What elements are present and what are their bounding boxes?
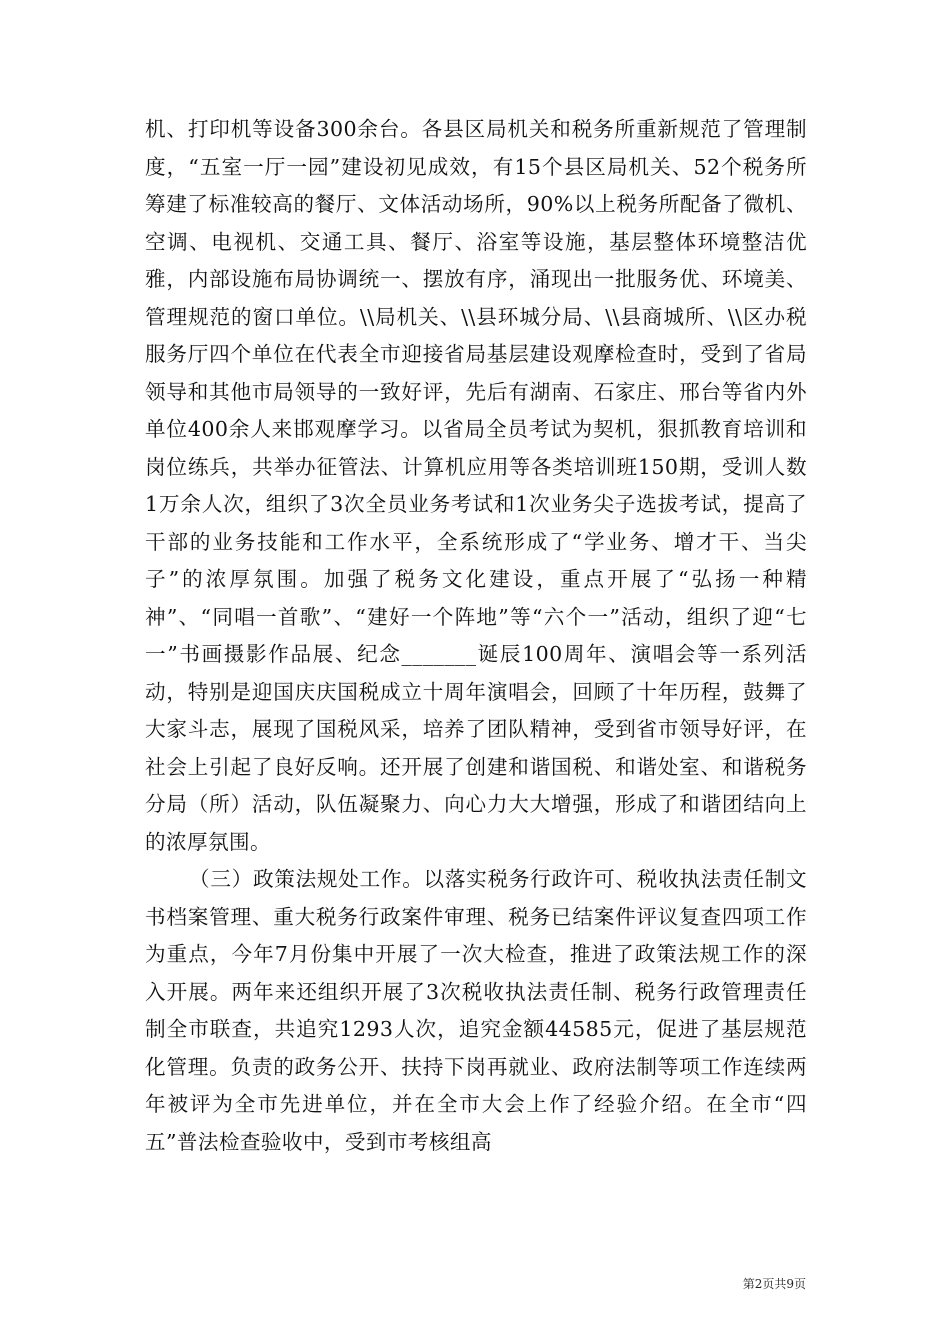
page-number-footer: 第2页共9页 — [742, 1277, 806, 1291]
document-body — [145, 111, 807, 1161]
paragraph-policy-regulation-section: （三）政策法规处工作。以落实税务行政许可、税收执法责任制文书档案管理、重大税务行政案件审理、税务已结案件评议复查四项工作为重点，今年7月份集中开展了一次大检查，推进了政策法规工作的深入开展。两年来还组织开展了3次税收执法责任制、税务行政管理责任制全市联查，共追究1293人次，追究金额44585元，促进了基层规范化管理。负责的政务公开、扶持下岗再就业、政府法制等项工作连续两年被评为全市先进单位，并在全市大会上作了经验介绍。在全市“四五”普法检查验收中，受到市考核组高 — [145, 867, 807, 1154]
paragraph-continuation: 机、打印机等设备300余台。各县区局机关和税务所重新规范了管理制度，“五室一厅一园”建设初见成效，有15个县区局机关、52个税务所筹建了标准较高的餐厅、文体活动场所，90%以上税务所配备了微机、空调、电视机、交通工具、餐厅、浴室等设施，基层整体环境整洁优雅，内部设施布局协调统一、摆放有序，涌现出一批服务优、环境美、管理规范的窗口单位。\\局机关、\\县环城分局、\\县商城所、\\区办税服务厅四个单位在代表全市迎接省局基层建设观摩检查时，受到了省局领导和其他市局领导的一致好评，先后有湖南、石家庄、邢台等省内外单位400余人来邯观摩学习。以省局全员考试为契机，狠抓教育培训和岗位练兵，共举办征管法、计算机应用等各类培训班150期，受训人数1万余人次，组织了3次全员业务考试和1次业务尖子选拔考试，提高了干部的业务技能和工作水平，全系统形成了“学业务、增才干、当尖子”的浓厚氛围。加强了税务文化建设，重点开展了“弘扬一种精神”、“同唱一首歌”、“建好一个阵地”等“六个一”活动，组织了迎“七一”书画摄影作品展、纪念_______诞辰100周年、演唱会等一系列活动，特别是迎国庆庆国税成立十周年演唱会，回顾了十年历程，鼓舞了大家斗志，展现了国税风采，培养了团队精神，受到省市领导好评，在社会上引起了良好反响。还开展了创建和谐国税、和谐处室、和谐税务分局（所）活动，队伍凝聚力、向心力大大增强，形成了和谐团结向上的浓厚氛围。 — [145, 117, 807, 854]
